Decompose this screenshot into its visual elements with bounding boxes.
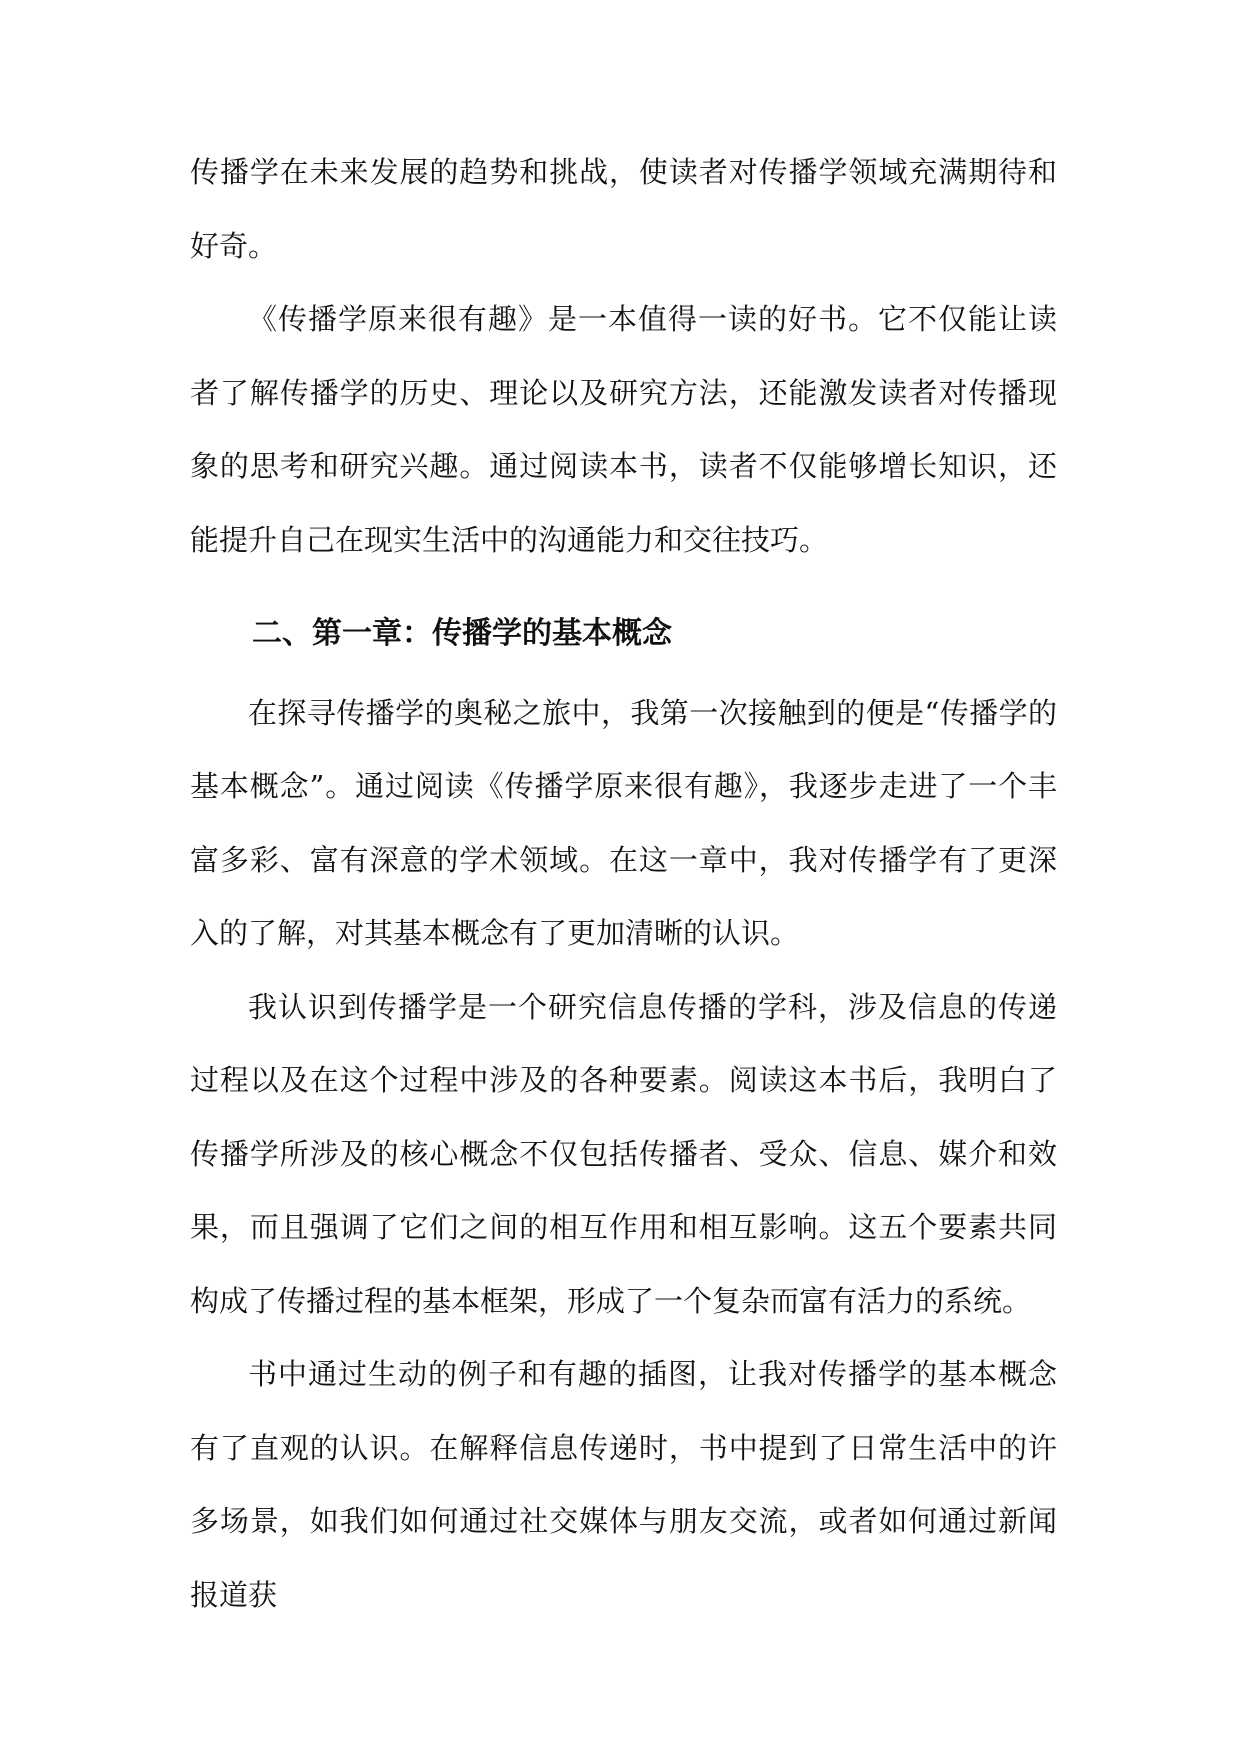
section-heading: 二、第一章：传播学的基本概念 [252, 616, 672, 651]
paragraph-intro: 在探寻传播学的奥秘之旅中，我第一次接触到的便是“传播学的基本概念”。通过阅读《传播学原来很有趣》，我逐步走进了一个丰富多彩、富有深意的学术领域。在这一章中，我对传播学有了更深入的了解，对其基本概念有了更加清晰的认识。 [190, 695, 1057, 950]
document-body [190, 136, 1057, 1632]
paragraph-book-recommendation: 《传播学原来很有趣》是一本值得一读的好书。它不仅能让读者了解传播学的历史、理论以及研究方法，还能激发读者对传播现象的思考和研究兴趣。通过阅读本书，读者不仅能够增长知识，还能提升自己在现实生活中的沟通能力和交往技巧。 [190, 302, 1057, 557]
paragraph-continuation: 传播学在未来发展的趋势和挑战，使读者对传播学领域充满期待和好奇。 [190, 155, 1057, 263]
paragraph-core-concepts: 我认识到传播学是一个研究信息传播的学科，涉及信息的传递过程以及在这个过程中涉及的各种要素。阅读这本书后，我明白了传播学所涉及的核心概念不仅包括传播者、受众、信息、媒介和效果，而且强调了它们之间的相互作用和相互影响。这五个要素共同构成了传播过程的基本框架，形成了一个复杂而富有活力的系统。 [190, 989, 1057, 1318]
paragraph-examples: 书中通过生动的例子和有趣的插图，让我对传播学的基本概念有了直观的认识。在解释信息传递时，书中提到了日常生活中的许多场景，如我们如何通过社交媒体与朋友交流，或者如何通过新闻报道获 [190, 1357, 1057, 1612]
